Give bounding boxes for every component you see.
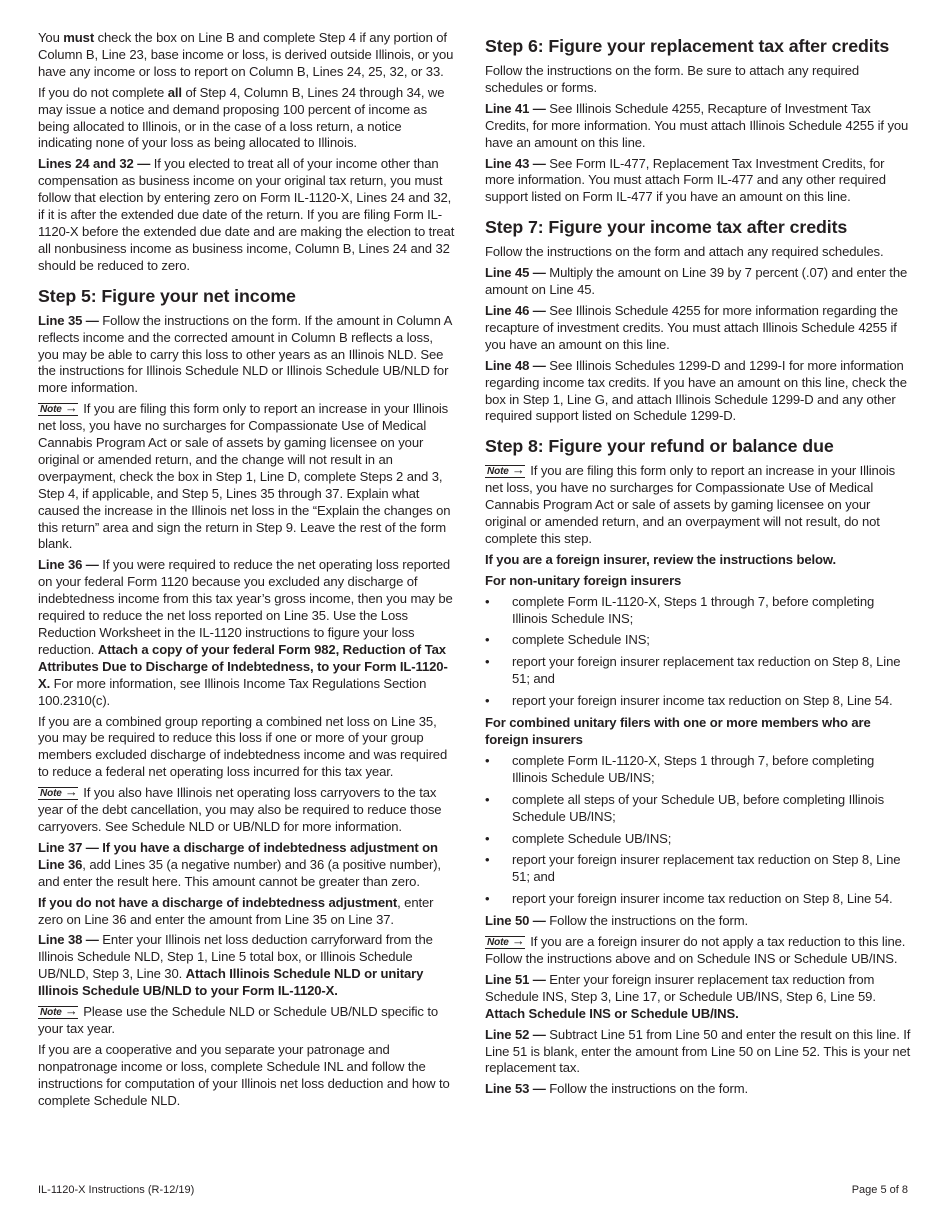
paragraph-line-38: Line 38 — Enter your Illinois net loss deduction carryforward from the Illinois Schedule NLD, Step 1, Line 5 total box, or Illinois Schedule UB/NLD, Step 3, Line 30. Attach Illinois Schedule NLD or unitary Illinois Schedule UB/NLD to your Form IL-1120-X. (38, 932, 433, 999)
list-item: • report your foreign insurer replacement tax reduction on Step 8, Line 51; and (485, 654, 901, 687)
paragraph-cooperative: If you are a cooperative and you separate your patronage and nonpatronage income or loss, complete Schedule INL and follow the instructions for computation of your Illinois net loss deduction and how to complete Schedule NLD. (38, 1041, 450, 1108)
paragraph-line-53: Line 53 — Follow the instructions on the form. (485, 1081, 749, 1097)
step8-heading: Step 8: Figure your refund or balance due (485, 436, 834, 457)
paragraph-line-52: Line 52 — Subtract Line 51 from Line 50 and enter the result on this line. If Line 51 is blank, enter the amount from Line 50 on Line 52. This is your net replacement tax. (485, 1026, 911, 1076)
paragraph-line-46: Line 46 — See Illinois Schedule 4255 for more information regarding the recapture of investment credits. You must attach Illinois Schedule 4255 if you have an amount on this line. (485, 302, 898, 352)
paragraph-no-discharge: If you do not have a discharge of indebtedness adjustment, enter zero on Line 36 and enter the amount from Line 35 on Line 37. (38, 894, 434, 927)
paragraph-foreign-insurer: If you are a foreign insurer, review the instructions below. (485, 551, 837, 567)
paragraph-step6-intro: Follow the instructions on the form. Be sure to attach any required schedules or forms. (485, 63, 860, 95)
list-item: • report your foreign insurer income tax reduction on Step 8, Line 54. (485, 693, 893, 709)
paragraph-line-50: Line 50 — Follow the instructions on the form. (485, 913, 749, 929)
paragraph-line-43: Line 43 — See Form IL-477, Replacement Tax Investment Credits, for more information. You must attach Form IL-477 and any other required support listed on Form IL-477 if you have an amount on this line. (485, 155, 886, 205)
list-item: • report your foreign insurer income tax reduction on Step 8, Line 54. (485, 891, 893, 907)
note-icon: Note → (40, 400, 78, 416)
paragraph-note-schedule-nld: Note → Please use the Schedule NLD or Schedule UB/NLD specific to your tax year. (38, 1003, 439, 1036)
paragraph-line-48: Line 48 — See Illinois Schedules 1299-D and 1299-I for more information regarding income tax credits. If you have an amount on this line, check the box in Step 1, Line G, and attach Illinois Schedule 1299-D and any other required support listed on Schedule 1299-D. (485, 357, 907, 424)
footer-page-number: Page 5 of 8 (851, 1184, 908, 1196)
paragraph-line-36: Line 36 — If you were required to reduce the net operating loss reported on your federal Form 1120 because you excluded any discharge of indebtedness income from this tax year’s gross income, then you may be required to reduce the net loss reported on Line 35. Use the Loss Reduction Worksheet in the IL-1120 instructions to figure your loss reduction. Attach a copy of your federal Form 982, Reduction of Tax Attributes Due to Discharge of Indebtedness, to your Form IL-1120-X. For more information, see Illinois Income Tax Regulations Section 100.2310(c). (38, 557, 453, 708)
paragraph-line-b-requirement: You must check the box on Line B and complete Step 4 if any portion of Column B, Line 23, base income or loss, is derived outside Illinois, or you have any income or loss to report on Column B, Lines 24, 25, 32, or 33. (38, 30, 454, 79)
paragraph-combined-group: If you are a combined group reporting a combined net loss on Line 35, you may be required to reduce this loss if one or more of your group members excluded discharge of indebtedness income and was required to reduce a federal net operating loss incurred for this tax year. (38, 713, 448, 780)
list-item: • complete all steps of your Schedule UB, before completing Illinois Schedule UB/INS; (485, 791, 884, 824)
note-icon: Note → (487, 933, 525, 949)
paragraph-line-51: Line 51 — Enter your foreign insurer replacement tax reduction from Schedule INS, Step 3, Line 17, or Schedule UB/INS, Step 6, Line 59. Attach Schedule INS or Schedule UB/INS. (485, 971, 876, 1021)
note-icon: Note → (487, 462, 525, 478)
list-non-unitary (485, 594, 913, 710)
paragraph-combined-unitary-heading: For combined unitary filers with one or more members who are foreign insurers (485, 715, 871, 747)
step5-heading: Step 5: Figure your net income (38, 285, 296, 306)
note-icon: Note → (40, 1003, 78, 1019)
list-item: • report your foreign insurer replacement tax reduction on Step 8, Line 51; and (485, 852, 901, 885)
paragraph-line-41: Line 41 — See Illinois Schedule 4255, Recapture of Investment Tax Credits, for more information. You must attach Illinois Schedule 4255 if you have an amount on this line. (485, 100, 909, 150)
right-column (485, 30, 913, 1102)
paragraph-note-carryovers: Note → If you also have Illinois net operating loss carryovers to the tax year of the debt cancellation, you may also be required to reduce those carryovers. See Schedule NLD or UB/NLD for more information. (38, 784, 442, 834)
note-icon: Note → (40, 784, 78, 800)
left-column (38, 30, 456, 1113)
list-item: • complete Form IL-1120-X, Steps 1 through 7, before completing Illinois Schedule INS; (485, 593, 875, 626)
paragraph-lines-24-32: Lines 24 and 32 — If you elected to treat all of your income other than compensation as business income on your original tax return, you must follow that election by entering zero on Form IL-1120-X, Lines 24 and 32, if it is after the extended due date of the return. If you are filing Form IL-1120-X before the extended due date and are making the election to treat all nonbusiness income as business income, Column B, Lines 24 and 32 should be reduced to zero. (38, 156, 455, 273)
list-combined-unitary (485, 753, 913, 908)
paragraph-step7-intro: Follow the instructions on the form and attach any required schedules. (485, 244, 884, 260)
list-item: • complete Schedule UB/INS; (485, 830, 672, 846)
paragraph-line-45: Line 45 — Multiply the amount on Line 39 by 7 percent (.07) and enter the amount on Line 45. (485, 265, 908, 298)
step7-heading: Step 7: Figure your income tax after credits (485, 217, 848, 238)
paragraph-note-net-loss: Note → If you are filing this form only to report an increase in your Illinois net loss, you have no surcharges for Compassionate Use of Medical Cannabis Program Act or sale of assets by gaming licensee on your original or amended return, and the change will not result in an overpayment, check the box in Step 1, Line D, complete Steps 2 and 3, Step 4, if applicable, and Step 5, Lines 35 through 37. Explain what caused the increase in the Illinois net loss in the “Explain the changes on this return” area and sign the return in Step 9. Leave the rest of the form blank. (38, 400, 451, 552)
paragraph-note-step8: Note → If you are filing this form only to report an increase in your Illinois net loss, you have no surcharges for Compassionate Use of Medical Cannabis Program Act or sale of assets by gaming licensee on your original or amended return, and an overpayment will not result, do not complete this step. (485, 462, 896, 546)
paragraph-line-37: Line 37 — If you have a discharge of indebtedness adjustment on Line 36, add Lines 35 (a negative number) and 36 (a positive number), and enter the result here. This amount cannot be greater than zero. (38, 839, 441, 889)
paragraph-line-35: Line 35 — Follow the instructions on the form. If the amount in Column A reflects income and the corrected amount in Column B reflects a loss, you may be able to carry this loss to other years as an Illinois NLD. See the instructions for Illinois Schedule NLD or Illinois Schedule UB/NLD for more information. (38, 312, 452, 396)
paragraph-note-line-50: Note → If you are a foreign insurer do not apply a tax reduction to this line. Follow the instructions above and on Schedule INS or Schedule UB/INS. (485, 933, 906, 966)
list-item: • complete Form IL-1120-X, Steps 1 through 7, before completing Illinois Schedule UB/INS; (485, 752, 875, 785)
step6-heading: Step 6: Figure your replacement tax after credits (485, 36, 890, 56)
footer-form-id: IL-1120-X Instructions (R-12/19) (38, 1184, 195, 1196)
list-item: • complete Schedule INS; (485, 632, 650, 648)
paragraph-incomplete-step4: If you do not complete all of Step 4, Column B, Lines 24 through 34, we may issue a notice and demand proposing 100 percent of income as being allocated to Illinois, or in the case of a loss return, a notice indicating none of your loss as being allocated to Illinois. (38, 84, 445, 151)
paragraph-non-unitary-heading: For non-unitary foreign insurers (485, 572, 682, 588)
